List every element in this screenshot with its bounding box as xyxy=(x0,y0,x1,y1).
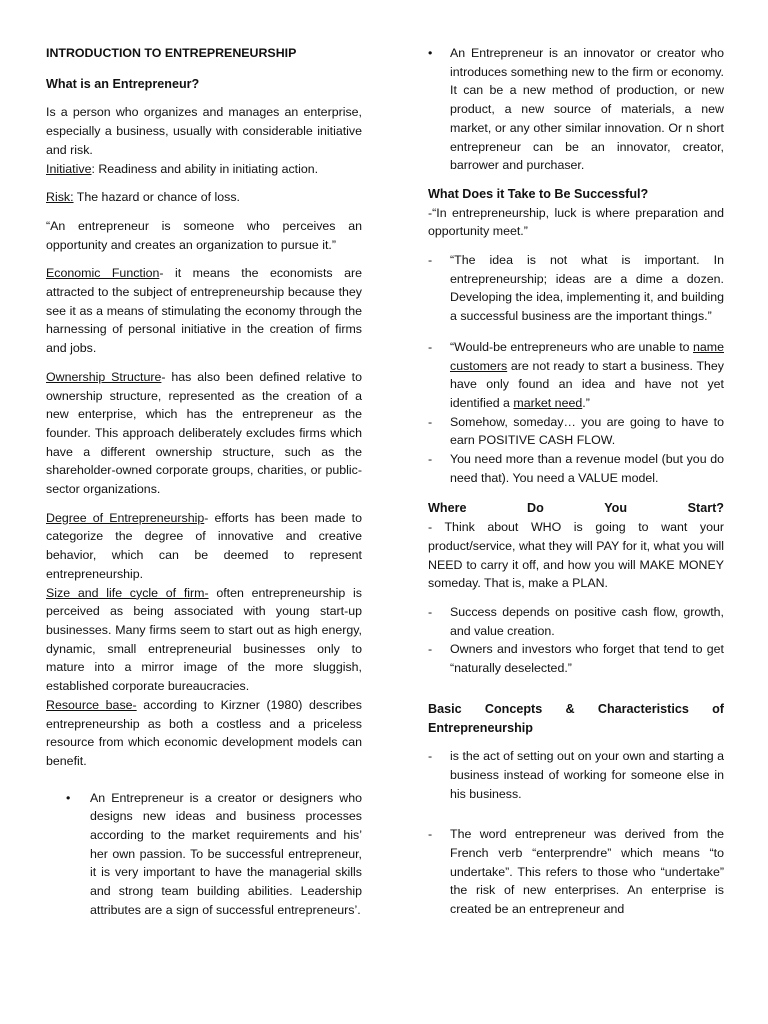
ownership-structure-term: Ownership Structure xyxy=(46,369,162,384)
section-heading-basic-concepts: Basic Concepts & Characteristics of Entrepreneurship xyxy=(428,701,724,735)
value-model-text: You need more than a revenue model (but you do need that). You need a VALUE model. xyxy=(450,452,724,485)
degree-text: - efforts has been made to categorize the degree of innovative and creative behavior, which can be deemed to represent entrepreneurship. xyxy=(46,510,362,581)
dash-marker: - xyxy=(428,604,433,619)
risk-term: Risk: xyxy=(46,190,74,205)
dash-marker: - xyxy=(428,253,433,268)
size-lifecycle-text: often entrepreneurship is perceived as being associated with young start-up businesses. Many firms seem to start out as high energy, dynamic, small entrepreneurial businesses only to mature into a mirror image of the more sluggish, established corporate bureaucracies. xyxy=(46,585,362,694)
dash-marker: - xyxy=(428,452,433,467)
bullet-icon: • xyxy=(66,790,71,805)
word-origin-text: The word entrepreneur was derived from the French verb “enterprendre” which means “to undertake”. This refers to those who “undertake” the risk of new enterprises. An enterprise is created be an entrepreneur and xyxy=(450,827,724,917)
bullet-icon: • xyxy=(428,46,433,60)
initiative-text: : Readiness and ability in initiating action. xyxy=(91,161,319,176)
would-be-text-c: .” xyxy=(582,395,590,410)
list-item xyxy=(428,251,724,326)
list-item xyxy=(428,825,724,919)
risk-text: The hazard or chance of loss. xyxy=(73,190,240,205)
list-item xyxy=(428,450,724,487)
would-be-text-a: “Would-be entrepreneurs who are unable to xyxy=(450,339,693,354)
list-item xyxy=(46,789,362,920)
initiative-term: Initiative xyxy=(46,161,92,176)
section-heading-successful: What Does it Take to Be Successful? xyxy=(428,186,649,201)
dash-marker: - xyxy=(428,339,433,354)
act-definition-text: is the act of setting out on your own and starting a business instead of working for someone else in his business. xyxy=(450,749,724,801)
dash-marker: - xyxy=(428,642,433,657)
innovator-bullet-text: An Entrepreneur is an innovator or creator who introduces something new to the firm or economy. It can be a new method of production, or new product, a new source of materials, a new market, or any other similar innovation. Or n short entrepreneur can be an innovator, creator, barrower and purchaser. xyxy=(450,46,724,173)
economic-function-term: Economic Function xyxy=(46,266,160,281)
resource-base-paragraph xyxy=(46,696,362,771)
ownership-structure-paragraph xyxy=(46,368,362,499)
left-column xyxy=(46,44,362,920)
plan-paragraph: - Think about WHO is going to want your product/service, what they will PAY for it, what you will NEED to carry it off, and how you will MAKE MONEY someday. That is, make a PLAN. xyxy=(428,520,724,591)
list-item xyxy=(428,747,724,803)
right-column xyxy=(428,44,724,919)
list-item xyxy=(428,603,724,640)
size-lifecycle-term: Size and life cycle of firm- xyxy=(46,585,209,600)
section-heading-where-start: Where Do You Start? xyxy=(428,501,724,516)
ownership-structure-text: - has also been defined relative to ownership structure, represented as the creation of a new enterprise, which has the entrepreneur as the founder. This approach deliberately excludes firms which have a different ownership structure, such as the shareholder-owned corporate groups, charities, or public-sector organizations. xyxy=(46,369,363,497)
would-be-text-b: are not ready to start a business. They have only found an idea and have not yet identified a xyxy=(450,358,724,410)
document-title: INTRODUCTION TO ENTREPRENEURSHIP xyxy=(46,46,297,60)
deselected-text: Owners and investors who forget that tend to get “naturally deselected.” xyxy=(450,642,724,676)
degree-paragraph xyxy=(46,509,362,584)
resource-base-text: according to Kirzner (1980) describes entrepreneurship as both a costless and a priceless resource from which economic development models can benefit. xyxy=(46,697,362,768)
section-heading-what-is: What is an Entrepreneur? xyxy=(46,76,200,91)
idea-quote: “The idea is not what is important. In entrepreneurship; ideas are a dime a dozen. Developing the idea, implementing it, and building a successful business are the important things.” xyxy=(450,253,724,324)
spacer xyxy=(428,803,724,825)
success-text: Success depends on positive cash flow, growth, and value creation. xyxy=(450,604,724,638)
degree-term: Degree of Entrepreneurship xyxy=(46,510,205,525)
dash-marker: - xyxy=(428,749,433,764)
list-item xyxy=(428,413,724,450)
creator-bullet-list xyxy=(46,789,362,920)
innovator-bullet xyxy=(428,44,724,175)
dash-marker: - xyxy=(428,827,433,842)
resource-base-term: Resource base- xyxy=(46,697,137,712)
economic-function-text: - it means the economists are attracted to the subject of entrepreneurship because they see it as a means of stimulating the economy through the harnessing of personal initiative in the creation of firms and jobs. xyxy=(46,266,362,356)
entrepreneur-definition: Is a person who organizes and manages an enterprise, especially a business, usually with considerable initiative and risk. xyxy=(46,105,362,157)
market-need-term: market need xyxy=(513,395,583,410)
cash-flow-text: Somehow, someday… you are going to have to earn POSITIVE CASH FLOW. xyxy=(450,414,724,448)
name-customers-term: name customers xyxy=(450,339,724,373)
dash-marker: - xyxy=(428,414,433,429)
creator-bullet-text: An Entrepreneur is a creator or designers who designs new ideas and business processes according to the market requirements and his’ her own passion. To be successful entrepreneur, it is very important to have the managerial skills and strong team building abilities. Leadership attributes are a sign of successful entrepreneurs’. xyxy=(90,790,362,917)
list-item xyxy=(428,338,724,413)
luck-quote: -“In entrepreneurship, luck is where preparation and opportunity meet.” xyxy=(428,205,724,239)
initiative-definition xyxy=(46,160,362,179)
entrepreneur-quote: “An entrepreneur is someone who perceives an opportunity and creates an organization to pursue it.” xyxy=(46,218,362,252)
size-lifecycle-paragraph xyxy=(46,584,362,696)
list-item xyxy=(428,640,724,677)
economic-function-paragraph xyxy=(46,264,362,358)
would-be-quote xyxy=(450,340,724,410)
spacer xyxy=(428,678,724,700)
spacer xyxy=(428,326,724,338)
risk-definition xyxy=(46,188,362,207)
spacer xyxy=(428,487,724,499)
